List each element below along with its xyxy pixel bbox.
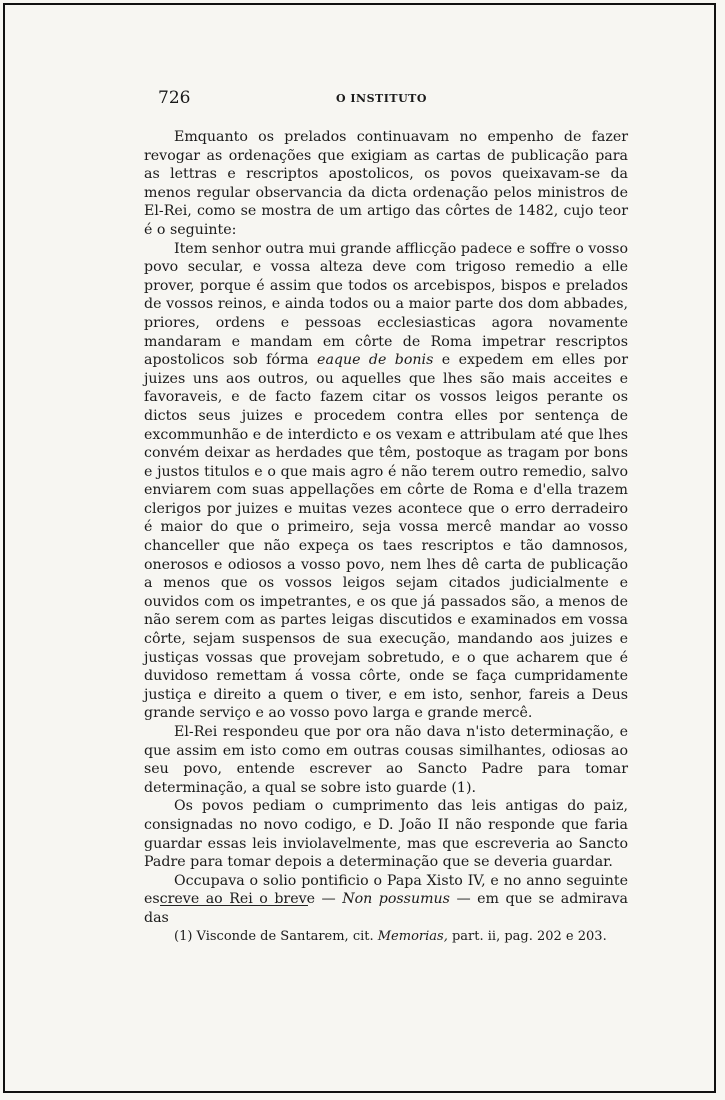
paragraph-3-text: El-Rei respondeu que por ora não dava n'isto determinação, e que assim em isto como em outras cousas similhantes, odiosas ao seu povo, entende escrever ao Sancto Padre para tomar determinação, a qual se sobre isto guarde (1). xyxy=(144,724,628,796)
page-number: 726 xyxy=(158,88,191,108)
paragraph-1 xyxy=(144,128,628,240)
paragraph-2-text-a: Item senhor outra mui grande afflicção padece e soffre o vosso povo secular, e vossa alteza deve com trigoso remedio a elle prover, porque é assim que todos os arcebispos, bispos e prelados de vossos reinos, e ainda todos ou a maior parte dos dom abbades, priores, ordens e pessoas ecclesiasticas agora novamente mandaram e mandam em côrte de Roma impetrar rescriptos apostolicos sob fórma xyxy=(144,240,628,369)
body-text xyxy=(144,128,628,928)
paragraph-5-text-b: — em que se admirava das xyxy=(144,891,629,926)
paragraph-2 xyxy=(144,240,628,723)
footnote-italic: Memorias, xyxy=(377,929,448,944)
page-header xyxy=(158,88,628,112)
paragraph-2-italic: eaque de bonis xyxy=(317,352,434,369)
paragraph-5-italic: Non possumus xyxy=(342,891,450,908)
paragraph-4 xyxy=(144,797,628,871)
paragraph-3 xyxy=(144,723,628,797)
footnote-text-b: part. ii, pag. 202 e 203. xyxy=(447,929,607,944)
running-title: O INSTITUTO xyxy=(336,92,427,105)
footnote-text-a: (1) Visconde de Santarem, cit. xyxy=(174,929,378,944)
paragraph-2-text-b: e expedem em elles por juizes uns aos outros, ou aquelles que lhes são mais acceites e favoraveis, e de facto fazem citar os vossos leigos perante os dictos seus juizes e procedem contra elles por sentença de excommunhão e de interdicto e os vexam e attribulam até que lhes convém deixar as herdades que têm, postoque as tragam por bons e justos titulos e o que mais agro é não terem outro remedio, salvo enviarem com suas appellações em côrte de Roma e d'ella trazem clerigos por juizes e muitas vezes acontece que o erro derradeiro é maior do que o primeiro, seja vossa mercê mandar ao vosso chanceller que não expeça os taes rescriptos e tão damnosos, onerosos e odiosos a vosso povo, nem lhes dê carta de publicação a menos que os vossos leigos sejam citados judicialmente e ouvidos com os impetrantes, e os que já passados são, a menos de não serem com as partes leigas discutidos e examinados em vossa côrte, sejam suspensos de sua execução, mandando aos juizes e justiças vossas que provejam sobretudo, e o que acharem que é duvidoso remettam á vossa côrte, onde se faça cumpridamente justiça e direito a quem o tiver, e em isto, senhor, fareis a Deus grande serviço e ao vosso povo larga e grande mercê. xyxy=(144,352,629,722)
paragraph-5-text-a: Occupava o solio pontificio o Papa Xisto IV, e no anno seguinte escreve ao Rei o breve — xyxy=(144,872,628,908)
footnote-divider xyxy=(160,905,308,906)
paragraph-4-text: Os povos pediam o cumprimento das leis antigas do paiz, consignadas no novo codigo, e D. João II não responde que faria guardar essas leis inviolavelmente, mas que escreveria ao Sancto Padre para tomar depois a determinação que se deveria guardar. xyxy=(144,798,628,871)
footnote xyxy=(174,929,607,945)
paragraph-1-text: Emquanto os prelados continuavam no empenho de fazer revogar as ordenações que exigiam as cartas de publicação para as lettras e rescriptos apostolicos, os povos queixavam-se da menos regular observancia da dicta ordenação pelos ministros de El-Rei, como se mostra de um artigo das côrtes de 1482, cujo teor é o seguinte: xyxy=(144,129,628,238)
paragraph-5 xyxy=(144,872,628,928)
